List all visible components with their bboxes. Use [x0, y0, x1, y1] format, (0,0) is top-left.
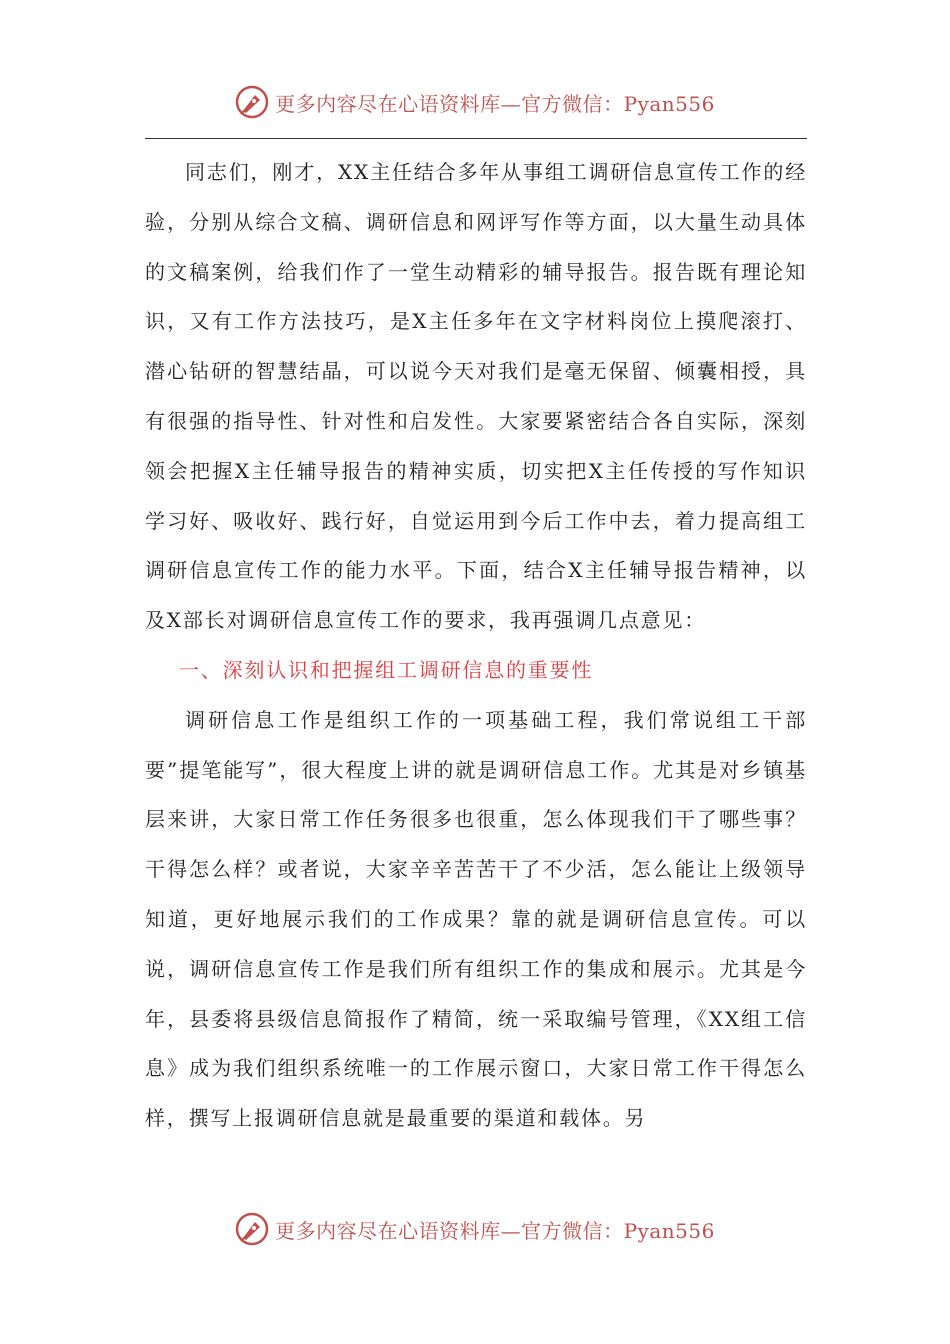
footer-banner-text: 更多内容尽在心语资料库—官方微信：Pyan556 [275, 1218, 715, 1243]
pen-nib-logo-icon [235, 85, 269, 119]
paragraph: 调研信息工作是组织工作的一项基础工程，我们常说组工干部要”提笔能写”，很大程度上讲的就是调研信息工作。尤其是对乡镇基层来讲，大家日常工作任务很多也很重，怎么体现我们干了哪些事？干得怎么样？或者说，大家辛辛苦苦干了不少活，怎么能让上级领导知道，更好地展示我们的工作成果？靠的就是调研信息宣传。可以说，调研信息宣传工作是我们所有组织工作的集成和展示。尤其是今年，县委将县级信息简报作了精简，统一采取编号管理，《XX组工信息》成为我们组织系统唯一的工作展示窗口，大家日常工作干得怎么样，撰写上报调研信息就是最重要的渠道和载体。另 [145, 707, 807, 1131]
document-body [145, 148, 807, 1144]
header-banner [0, 82, 950, 122]
header-divider [145, 138, 807, 139]
paragraph: 同志们，刚才，XX主任结合多年从事组工调研信息宣传工作的经验，分别从综合文稿、调研信息和网评写作等方面，以大量生动具体的文稿案例，给我们作了一堂生动精彩的辅导报告。报告既有理论知识，又有工作方法技巧，是X主任多年在文字材料岗位上摸爬滚打、潜心钻研的智慧结晶，可以说今天对我们是毫无保留、倾囊相授，具有很强的指导性、针对性和启发性。大家要紧密结合各自实际，深刻领会把握X主任辅导报告的精神实质，切实把X主任传授的写作知识学习好、吸收好、践行好，自觉运用到今后工作中去，着力提高组工调研信息宣传工作的能力水平。下面，结合X主任辅导报告精神，以及X部长对调研信息宣传工作的要求，我再强调几点意见： [145, 160, 807, 633]
header-banner-text: 更多内容尽在心语资料库—官方微信：Pyan556 [275, 91, 715, 116]
section-heading: 一、深刻认识和把握组工调研信息的重要性 [179, 657, 594, 682]
footer-banner [0, 1209, 950, 1249]
pen-nib-logo-icon [235, 1212, 269, 1246]
